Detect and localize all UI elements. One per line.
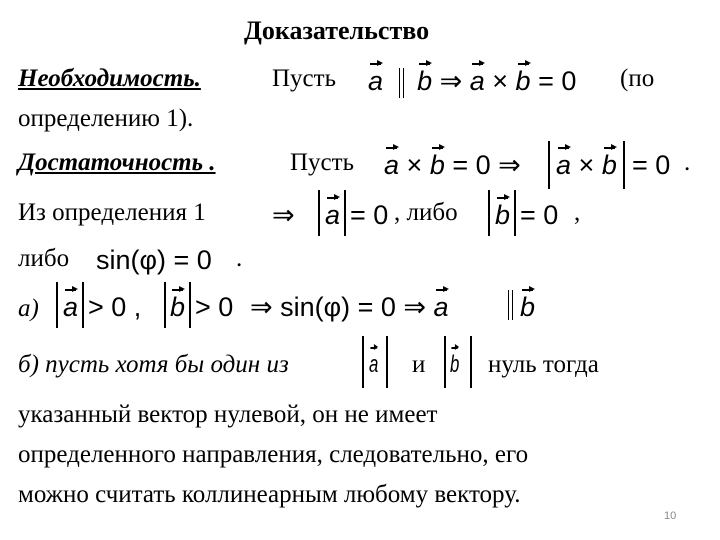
case-b-a-bar-right bbox=[386, 336, 388, 388]
case-b-b-bar-right bbox=[470, 336, 472, 388]
slide-title: Доказательство bbox=[244, 16, 430, 45]
abs-bar-left bbox=[548, 141, 550, 189]
line5-formula: sin(φ) = 0 bbox=[96, 245, 212, 275]
line3-end: . bbox=[684, 149, 691, 176]
paragraph-line-3: можно считать коллинеарным любому вектору. bbox=[18, 481, 521, 508]
case-a-b: b bbox=[170, 292, 186, 322]
abs-b-left bbox=[488, 190, 490, 236]
line4-implies: ⇒ bbox=[272, 200, 295, 230]
paragraph-line-2: определенного направления, следовательно, его bbox=[18, 441, 529, 468]
case-b-text bbox=[18, 350, 289, 380]
line4-formula-a: a bbox=[325, 200, 341, 230]
parallel-sign bbox=[508, 290, 513, 320]
sufficiency-label: Достаточность . bbox=[18, 149, 216, 176]
case-b-vec-b: b bbox=[450, 351, 460, 378]
abs-b-right bbox=[514, 190, 516, 236]
line3-formula-left: a × b = 0 ⇒ bbox=[384, 150, 521, 180]
abs-a-left bbox=[318, 190, 320, 236]
line3-zero: = 0 bbox=[632, 150, 671, 180]
line1-formula: a b ⇒ a × b = 0 bbox=[368, 66, 577, 96]
abs-a-right bbox=[344, 190, 346, 236]
line4-end: , bbox=[574, 199, 581, 226]
line1-text: Пусть bbox=[272, 65, 336, 92]
line2-text: определению 1). bbox=[18, 105, 194, 132]
line5-text: либо bbox=[18, 245, 70, 272]
case-b-end: нуль тогда bbox=[488, 351, 599, 378]
line4-formula-b: b bbox=[495, 200, 511, 230]
case-b-vec-a: a bbox=[369, 351, 379, 378]
line1-note: (по bbox=[620, 65, 655, 92]
line4-text: Из определения 1 bbox=[18, 199, 206, 226]
abs-bar-right bbox=[623, 141, 625, 189]
case-a-b-end: b bbox=[520, 292, 536, 322]
line5-end: . bbox=[236, 245, 243, 272]
case-b-b-bar-left bbox=[444, 336, 446, 388]
case-a-abs-b-left bbox=[164, 282, 166, 328]
case-a-label: а) bbox=[18, 295, 39, 322]
necessity-label: Необходимость. bbox=[18, 65, 201, 92]
line4-eq-b: = 0 bbox=[520, 200, 559, 230]
line3-text: Пусть bbox=[290, 149, 354, 176]
case-a-ineq-b: > 0 bbox=[195, 292, 234, 322]
case-a-abs-a-right bbox=[82, 282, 84, 328]
line4-eq-a: = 0 bbox=[350, 200, 389, 230]
case-b-start: б) пусть хотя бы один из bbox=[18, 351, 289, 378]
case-a-ineq-a: > 0 , bbox=[88, 292, 142, 322]
line3-formula-right: a × b bbox=[556, 150, 617, 180]
case-a-abs-b-right bbox=[189, 282, 191, 328]
page-number: 10 bbox=[664, 510, 677, 522]
case-a-implication: ⇒ sin(φ) = 0 ⇒ a bbox=[250, 292, 449, 322]
case-b-and: и bbox=[412, 351, 426, 378]
case-a-formula: a bbox=[63, 292, 79, 322]
case-a-abs-a-left bbox=[56, 282, 58, 328]
case-b-a-bar-left bbox=[362, 336, 364, 388]
paragraph-line-1: указанный вектор нулевой, он не имеет bbox=[18, 401, 438, 428]
line4-either: , либо bbox=[394, 199, 458, 226]
